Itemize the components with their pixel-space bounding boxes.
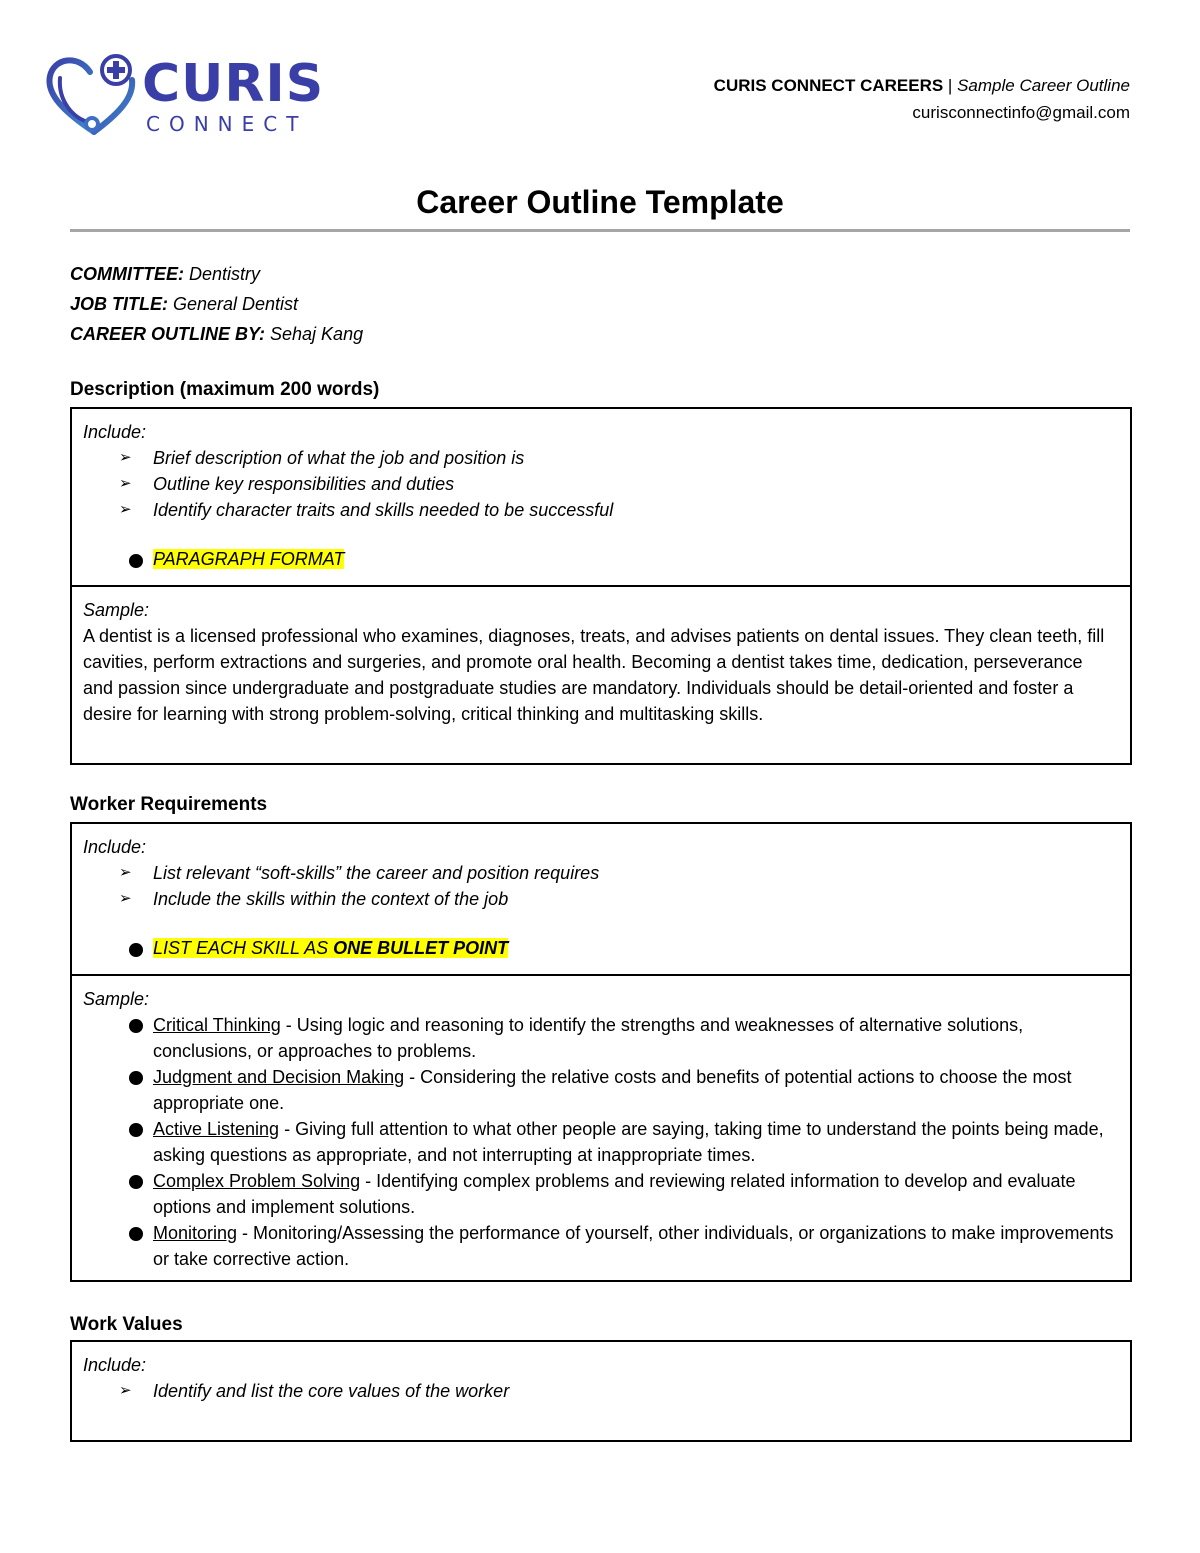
author-line — [70, 319, 363, 349]
worker-sample-cell — [72, 974, 1130, 1280]
arrowhead-bullet-icon: ➢ — [119, 864, 132, 881]
list-item: ➢ List relevant “soft-skills” the career and position requires — [119, 860, 1116, 886]
worker-include-cell — [72, 824, 1130, 974]
format-note — [83, 934, 1116, 962]
work-values-include-cell — [72, 1342, 1130, 1440]
job-title-value: General Dentist — [168, 294, 299, 314]
worker-requirements-heading: Worker Requirements — [70, 794, 268, 815]
page-title: Career Outline Template — [416, 184, 784, 220]
header-line — [714, 72, 1130, 99]
filled-circle-bullet-icon — [129, 554, 143, 568]
skills-list — [83, 1012, 1116, 1272]
list-item: ➢ Identify character traits and skills needed to be successful — [119, 497, 1116, 523]
filled-circle-bullet-icon — [129, 1123, 143, 1137]
include-label: Include: — [83, 837, 147, 857]
brand-name: CURIS CONNECT CAREERS — [713, 76, 944, 95]
skill-name: Critical Thinking — [153, 1015, 281, 1035]
work-values-box — [70, 1340, 1132, 1442]
logo-subtitle: CONNECT — [146, 112, 308, 136]
description-heading: Description (maximum 200 words) — [70, 379, 380, 400]
filled-circle-bullet-icon — [129, 1227, 143, 1241]
header-info — [714, 72, 1130, 126]
list-item — [153, 1168, 1116, 1220]
format-note — [83, 545, 1116, 573]
sample-label: Sample: — [83, 989, 150, 1009]
heart-stethoscope-plus-icon — [44, 52, 140, 142]
include-list — [83, 860, 1116, 912]
include-label: Include: — [83, 1355, 147, 1375]
skill-name: Judgment and Decision Making — [153, 1067, 405, 1087]
filled-circle-bullet-icon — [129, 1019, 143, 1033]
list-item — [153, 1220, 1116, 1272]
worker-requirements-box — [70, 822, 1132, 1282]
skill-description: - Giving full attention to what other people are saying, taking time to understand the points being made, asking questions as appropriate, and not interrupting at inappropriate times. — [153, 1119, 1104, 1165]
filled-circle-bullet-icon — [129, 1175, 143, 1189]
skill-description: - Using logic and reasoning to identify the strengths and weaknesses of alternative solutions, conclusions, or approaches to problems. — [153, 1015, 1024, 1061]
skill-name: Active Listening — [153, 1119, 280, 1139]
skill-name: Complex Problem Solving — [153, 1171, 361, 1191]
author-label: CAREER OUTLINE BY: — [70, 324, 266, 344]
description-sample-cell — [72, 585, 1130, 763]
committee-label: COMMITTEE: — [70, 264, 184, 284]
arrowhead-bullet-icon: ➢ — [119, 449, 132, 466]
list-item — [153, 1116, 1116, 1168]
filled-circle-bullet-icon — [129, 1071, 143, 1085]
job-title-line — [70, 289, 363, 319]
document-type: Sample Career Outline — [957, 76, 1130, 95]
curis-connect-logo — [44, 52, 325, 142]
header-separator: | — [943, 76, 958, 95]
list-item: ➢ Include the skills within the context of the job — [119, 886, 1116, 912]
title-divider — [70, 229, 1130, 232]
arrowhead-bullet-icon: ➢ — [119, 890, 132, 907]
skill-description: - Identifying complex problems and reviewing related information to develop and evaluate options and implement solutions. — [153, 1171, 1076, 1217]
include-list — [83, 1378, 1116, 1404]
arrowhead-bullet-icon: ➢ — [119, 501, 132, 518]
description-include-cell — [72, 409, 1130, 585]
include-label: Include: — [83, 422, 147, 442]
list-item — [153, 1012, 1116, 1064]
logo-wordmark: CURIS — [142, 54, 325, 114]
list-item: ➢ Brief description of what the job and position is — [119, 445, 1116, 471]
include-list — [83, 445, 1116, 523]
work-values-heading: Work Values — [70, 1314, 183, 1335]
list-item: ➢ Identify and list the core values of the worker — [119, 1378, 1116, 1404]
sample-paragraph: A dentist is a licensed professional who examines, diagnoses, treats, and advises patients on dental issues. They clean teeth, fill cavities, perform extractions and surgeries, and promote oral health. Becoming a dentist takes time, dedication, perseverance and passion since undergraduate and postgraduate studies are mandatory. Individuals should be detail-oriented and foster a desire for learning with strong problem-solving, critical thinking and multitasking skills. — [83, 626, 1105, 724]
arrowhead-bullet-icon: ➢ — [119, 1382, 132, 1399]
skill-name: Monitoring — [153, 1223, 238, 1243]
skill-description: - Considering the relative costs and benefits of potential actions to choose the most appropriate one. — [153, 1067, 1072, 1113]
arrowhead-bullet-icon: ➢ — [119, 475, 132, 492]
contact-email: curisconnectinfo@gmail.com — [912, 103, 1130, 122]
skill-description: - Monitoring/Assessing the performance of yourself, other individuals, or organizations to make improvements or take corrective action. — [153, 1223, 1114, 1269]
filled-circle-bullet-icon — [129, 943, 143, 957]
highlighted-note: PARAGRAPH FORMAT — [153, 549, 345, 569]
highlighted-note: LIST EACH SKILL AS ONE BULLET POINT — [153, 938, 509, 958]
list-item: ➢ Outline key responsibilities and duties — [119, 471, 1116, 497]
committee-value: Dentistry — [184, 264, 261, 284]
outline-meta — [70, 259, 363, 349]
description-box — [70, 407, 1132, 765]
job-title-label: JOB TITLE: — [70, 294, 168, 314]
sample-label: Sample: — [83, 600, 150, 620]
committee-line — [70, 259, 363, 289]
author-value: Sehaj Kang — [265, 324, 364, 344]
list-item — [153, 1064, 1116, 1116]
